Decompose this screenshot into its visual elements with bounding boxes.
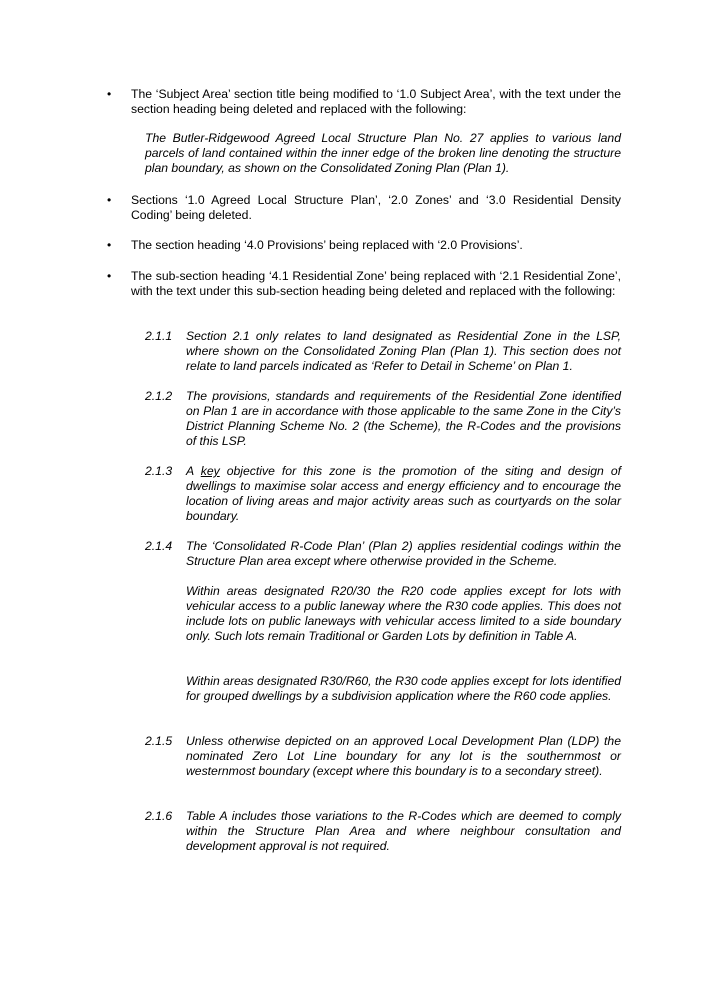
clause-2-1-5 [145, 734, 621, 779]
clause-number: 2.1.6 [145, 809, 173, 823]
clause-2-1-2 [145, 389, 621, 449]
clause-text-rest: objective for this zone is the promotion of the siting and design of dwellings to maximise solar access and energy efficiency and to encourage the location of living areas and major activity areas such as courtyards on the solar boundary. [186, 464, 621, 523]
bullet-provisions-heading [107, 238, 621, 253]
bullet-marker: • [107, 193, 112, 207]
clause-2-1-3 [145, 464, 621, 524]
bullet-text: The ‘Subject Area’ section title being modified to ‘1.0 Subject Area’, with the text under the section heading being deleted and replaced with the following: [131, 87, 621, 116]
clause-2-1-4 [145, 539, 621, 569]
clause-2-1-4-paragraph-r30-r60: Within areas designated R30/R60, the R30 code applies except for lots identified for grouped dwellings by a subdivision application where the R60 code applies. [186, 674, 621, 703]
clause-text: The provisions, standards and requirements of the Residential Zone identified on Plan 1 are in accordance with those applicable to the same Zone in the City’s District Planning Scheme No. 2 (the Scheme), the R-Codes and the provisions of this LSP. [186, 389, 621, 448]
clause-text: Table A includes those variations to the R-Codes which are deemed to comply within the Structure Plan Area and where neighbour consultation and development approval is not required. [186, 809, 621, 853]
clause-number: 2.1.3 [145, 464, 173, 478]
clause-number: 2.1.4 [145, 539, 173, 553]
bullet-text: The sub-section heading ‘4.1 Residential Zone’ being replaced with ‘2.1 Residential Zone’, with the text under this sub-section heading being deleted and replaced with the following: [131, 269, 621, 298]
clause-2-1-1 [145, 329, 621, 374]
clause-2-1-4-paragraph-r20-30: Within areas designated R20/30 the R20 code applies except for lots with vehicular access to a public laneway where the R30 code applies. This does not include lots on public laneways with vehicular access limited to a side boundary only. Such lots remain Traditional or Garden Lots by definition in Table A. [186, 584, 621, 643]
bullet-sections-deleted [107, 193, 621, 223]
bullet-residential-zone [107, 269, 621, 299]
bullet-text: The section heading ‘4.0 Provisions’ being replaced with ‘2.0 Provisions’. [131, 238, 523, 252]
clause-underlined-word: key [200, 464, 220, 478]
bullet-marker: • [107, 87, 112, 101]
clause-text: The ‘Consolidated R-Code Plan’ (Plan 2) applies residential codings within the Structure Plan area except where otherwise provided in the Scheme. [186, 539, 621, 568]
bullet-text: Sections ‘1.0 Agreed Local Structure Plan’, ‘2.0 Zones’ and ‘3.0 Residential Density Coding’ being deleted. [131, 193, 621, 222]
subject-area-quote: The Butler-Ridgewood Agreed Local Structure Plan No. 27 applies to various land parcels of land contained within the inner edge of the broken line denoting the structure plan boundary, as shown on the Consolidated Zoning Plan (Plan 1). [145, 131, 621, 175]
clause-text: Unless otherwise depicted on an approved Local Development Plan (LDP) the nominated Zero Lot Line boundary for any lot is the southernmost or westernmost boundary (except where this boundary is to a secondary street). [186, 734, 621, 778]
bullet-marker: • [107, 269, 112, 283]
clause-number: 2.1.2 [145, 389, 173, 403]
clause-text: Section 2.1 only relates to land designated as Residential Zone in the LSP, where shown on the Consolidated Zoning Plan (Plan 1). This section does not relate to land parcels indicated as ‘Refer to Detail in Scheme’ on Plan 1. [186, 329, 621, 373]
bullet-marker: • [107, 238, 112, 252]
clause-number: 2.1.5 [145, 734, 173, 748]
clause-text-lead: A [186, 464, 201, 478]
clause-number: 2.1.1 [145, 329, 173, 343]
clause-2-1-6 [145, 809, 621, 854]
bullet-subject-area [107, 87, 621, 117]
